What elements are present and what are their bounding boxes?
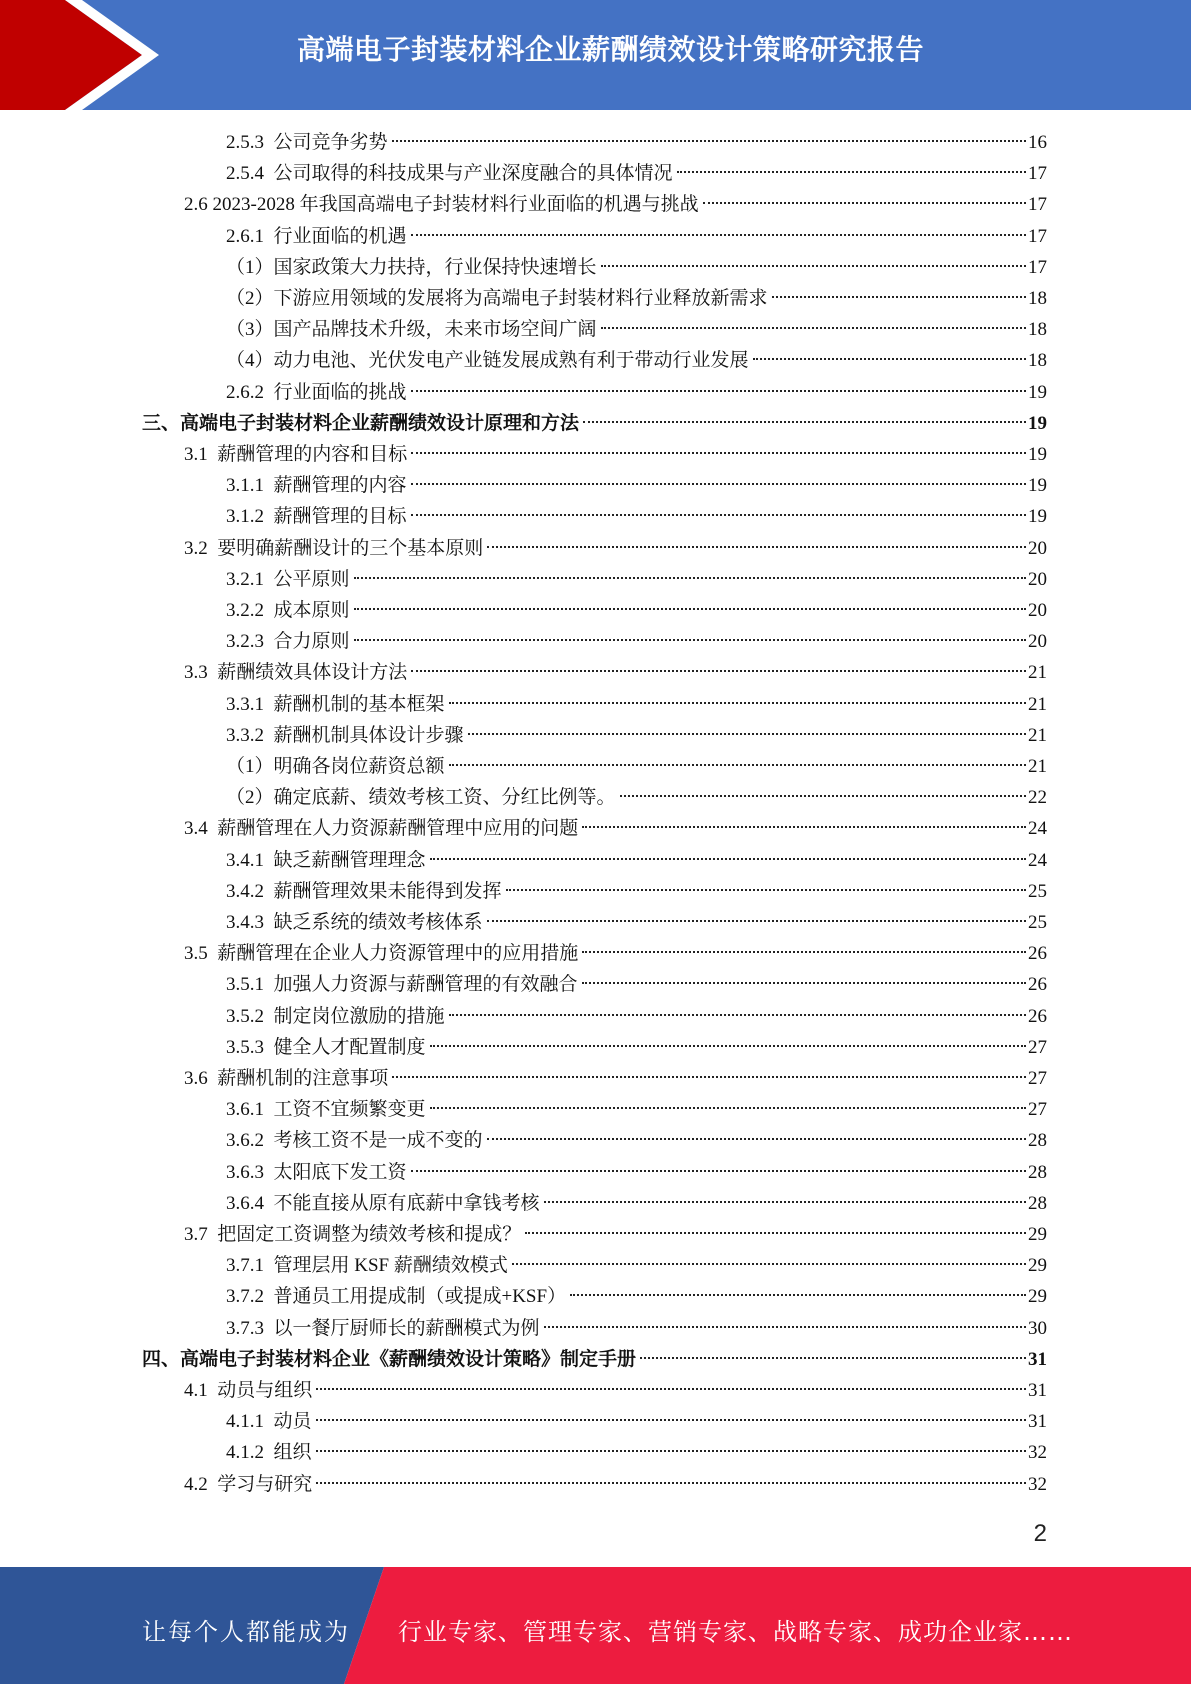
toc-entry-number: 3.7.3 <box>226 1317 274 1339</box>
toc-dot-leader <box>525 1232 1026 1234</box>
toc-entry[interactable] <box>226 721 1047 751</box>
toc-entry-title: 考核工资不是一成不变的 <box>273 1130 483 1152</box>
toc-entry-title: 组织 <box>273 1442 312 1464</box>
toc-entry-title: 薪酬管理在人力资源薪酬管理中应用的问题 <box>217 818 579 840</box>
toc-entry-number: 3.1 <box>184 444 218 465</box>
toc-entry-title: 明确各岗位薪资总额 <box>273 756 445 777</box>
toc-entry-number: 3.4.1 <box>226 849 274 871</box>
toc-entry-number: （2） <box>226 288 274 309</box>
toc-entry[interactable] <box>226 596 1047 626</box>
toc-entry[interactable] <box>226 1407 1047 1437</box>
toc-dot-leader <box>449 702 1026 704</box>
toc-dot-leader <box>583 421 1026 423</box>
toc-entry-title: 薪酬绩效具体设计方法 <box>217 662 408 684</box>
toc-entry-title: 加强人力资源与薪酬管理的有效融合 <box>273 974 578 996</box>
toc-entry-title: 薪酬机制的基本框架 <box>273 693 445 715</box>
toc-entry-page: 28 <box>1028 1161 1047 1183</box>
toc-entry-number: 3.3.2 <box>226 724 274 746</box>
toc-entry-page: 22 <box>1028 787 1047 809</box>
toc-entry-page: 19 <box>1028 412 1047 434</box>
toc-entry[interactable] <box>142 409 1047 439</box>
toc-dot-leader <box>487 920 1026 922</box>
toc-entry-page: 30 <box>1028 1317 1047 1339</box>
report-title: 高端电子封装材料企业薪酬绩效设计策略研究报告 <box>296 33 924 66</box>
toc-dot-leader <box>544 1201 1026 1203</box>
toc-entry-number: 3.6.1 <box>226 1099 274 1121</box>
toc-entry-page: 20 <box>1028 631 1047 653</box>
toc-entry-title: 制定岗位激励的措施 <box>273 1005 445 1027</box>
toc-entry[interactable] <box>226 1158 1047 1188</box>
toc-entry-page: 19 <box>1028 444 1047 465</box>
toc-dot-leader <box>430 1045 1026 1047</box>
toc-entry-page: 20 <box>1028 600 1047 621</box>
toc-entry-page: 20 <box>1028 568 1047 590</box>
toc-entry-number: 4.2 <box>184 1473 218 1495</box>
toc-entry[interactable] <box>226 315 1047 345</box>
toc-dot-leader <box>411 390 1026 392</box>
toc-entry-title: 动员与组织 <box>217 1380 313 1401</box>
toc-entry-title: 下游应用领域的发展将为高端电子封装材料行业释放新需求 <box>273 288 768 309</box>
page-header <box>0 0 1191 110</box>
toc-entry-page: 18 <box>1028 319 1047 341</box>
toc-dot-leader <box>677 171 1026 173</box>
toc-entry-page: 21 <box>1028 724 1047 746</box>
toc-entry[interactable] <box>226 378 1047 408</box>
toc-entry-title: 薪酬管理的目标 <box>273 506 407 528</box>
toc-entry-title: 学习与研究 <box>217 1473 313 1495</box>
toc-entry-title: 2023-2028 年我国高端电子封装材料行业面临的机遇与挑战 <box>212 194 699 216</box>
toc-dot-leader <box>449 1014 1026 1016</box>
toc-entry-number: 4.1.2 <box>226 1442 274 1464</box>
toc-dot-leader <box>506 889 1026 891</box>
toc-entry-number: 3.2.1 <box>226 568 274 590</box>
toc-entry[interactable] <box>184 814 1047 844</box>
toc-dot-leader <box>582 951 1026 953</box>
toc-entry-title: 行业面临的挑战 <box>273 381 407 403</box>
toc-entry-page: 25 <box>1028 880 1047 902</box>
toc-entry-title: 国家政策大力扶持，行业保持快速增长 <box>273 256 597 278</box>
toc-dot-leader <box>544 1326 1026 1328</box>
toc-entry-title: 太阳底下发工资 <box>273 1161 407 1183</box>
toc-entry-title: 把固定工资调整为绩效考核和提成？ <box>217 1224 522 1245</box>
toc-entry-number: 3.7.2 <box>226 1286 274 1308</box>
toc-entry-number: 四、 <box>142 1348 181 1370</box>
toc-entry[interactable] <box>226 284 1047 314</box>
toc-entry-number: 3.2 <box>184 537 218 559</box>
toc-entry-title: 缺乏系统的绩效考核体系 <box>273 912 483 933</box>
toc-entry-number: 3.2.3 <box>226 631 274 653</box>
toc-dot-leader <box>640 1357 1026 1359</box>
toc-entry-page: 27 <box>1028 1036 1047 1058</box>
toc-entry-title: 薪酬管理的内容和目标 <box>217 444 408 465</box>
toc-entry-page: 16 <box>1028 132 1047 153</box>
toc-entry-number: 3.4 <box>184 818 218 840</box>
toc-dot-leader <box>430 1107 1026 1109</box>
toc-entry-page: 27 <box>1028 1068 1047 1089</box>
toc-entry[interactable] <box>226 128 1047 158</box>
toc-entry[interactable] <box>226 690 1047 720</box>
toc-dot-leader <box>354 577 1026 579</box>
toc-dot-leader <box>411 483 1026 485</box>
toc-entry[interactable] <box>184 1220 1047 1250</box>
toc-entry-number: 3.1.1 <box>226 475 274 497</box>
toc-entry-number: 3.1.2 <box>226 506 274 528</box>
toc-dot-leader <box>392 140 1026 142</box>
toc-entry-title: 动力电池、光伏发电产业链发展成熟有利于带动行业发展 <box>273 350 749 372</box>
toc-entry-title: 公司取得的科技成果与产业深度融合的具体情况 <box>273 163 673 185</box>
toc-entry-page: 18 <box>1028 288 1047 309</box>
toc-entry-title: 行业面临的机遇 <box>273 225 407 247</box>
toc-entry-title: 薪酬机制的注意事项 <box>217 1068 389 1089</box>
toc-entry-number: 3.7 <box>184 1224 218 1245</box>
page-number: 2 <box>1033 1520 1047 1547</box>
toc-entry-number: 3.5.3 <box>226 1036 274 1058</box>
toc-entry-page: 24 <box>1028 849 1047 871</box>
toc-entry-page: 26 <box>1028 1005 1047 1027</box>
toc-entry-title: 薪酬机制具体设计步骤 <box>273 724 464 746</box>
toc-dot-leader <box>753 358 1026 360</box>
toc-entry-title: 薪酬管理效果未能得到发挥 <box>273 880 502 902</box>
toc-entry-number: 3.5.1 <box>226 974 274 996</box>
toc-entry-number: 3.2.2 <box>226 600 274 621</box>
toc-entry-page: 21 <box>1028 756 1047 777</box>
toc-dot-leader <box>582 982 1026 984</box>
toc-entry-page: 27 <box>1028 1099 1047 1121</box>
toc-entry[interactable] <box>226 1189 1047 1219</box>
toc-entry[interactable] <box>226 783 1047 813</box>
toc-entry-page: 29 <box>1028 1224 1047 1245</box>
toc-entry-number: 2.6 <box>184 194 213 216</box>
toc-entry-number: （1） <box>226 756 274 777</box>
toc-entry[interactable] <box>226 1126 1047 1156</box>
toc-entry[interactable] <box>226 1282 1047 1312</box>
toc-dot-leader <box>620 795 1026 797</box>
toc-entry-title: 缺乏薪酬管理理念 <box>273 849 426 871</box>
toc-entry-page: 17 <box>1028 225 1047 247</box>
toc-dot-leader <box>772 296 1026 298</box>
toc-dot-leader <box>570 1294 1026 1296</box>
toc-entry-page: 29 <box>1028 1255 1047 1277</box>
toc-entry[interactable] <box>226 908 1047 938</box>
toc-entry-title: 薪酬管理在企业人力资源管理中的应用措施 <box>217 943 579 965</box>
toc-entry[interactable] <box>184 190 1047 220</box>
toc-entry[interactable] <box>184 658 1047 688</box>
toc-entry-number: 3.6 <box>184 1068 218 1089</box>
toc-entry-title: 公平原则 <box>273 568 350 590</box>
toc-entry-number: 3.4.3 <box>226 912 274 933</box>
toc-entry[interactable] <box>226 752 1047 782</box>
toc-dot-leader <box>601 327 1026 329</box>
toc-dot-leader <box>411 1170 1026 1172</box>
toc-dot-leader <box>354 608 1026 610</box>
toc-entry-page: 21 <box>1028 693 1047 715</box>
toc-entry-number: 3.6.2 <box>226 1130 274 1152</box>
toc-dot-leader <box>411 670 1026 672</box>
toc-entry[interactable] <box>184 1376 1047 1406</box>
toc-entry-page: 17 <box>1028 194 1047 216</box>
toc-entry-title: 动员 <box>273 1411 312 1433</box>
toc-entry[interactable] <box>226 346 1047 376</box>
toc-entry-page: 26 <box>1028 974 1047 996</box>
toc-entry[interactable] <box>226 1095 1047 1125</box>
toc-dot-leader <box>316 1450 1026 1452</box>
toc-entry-number: 3.6.3 <box>226 1161 274 1183</box>
toc-dot-leader <box>512 1263 1026 1265</box>
toc-entry[interactable] <box>226 970 1047 1000</box>
toc-entry-title: 高端电子封装材料企业薪酬绩效设计原理和方法 <box>180 412 580 434</box>
toc-entry-number: 3.6.4 <box>226 1192 274 1214</box>
toc-entry-page: 31 <box>1028 1411 1047 1433</box>
toc-entry-title: 健全人才配置制度 <box>273 1036 426 1058</box>
toc-dot-leader <box>411 234 1026 236</box>
toc-entry-number: 2.6.2 <box>226 381 274 403</box>
toc-entry[interactable] <box>226 627 1047 657</box>
footer-slogan-left: 让每个人都能成为 <box>142 1618 350 1646</box>
toc-entry-page: 26 <box>1028 943 1047 965</box>
toc-entry-number: 3.5.2 <box>226 1005 274 1027</box>
toc-entry[interactable] <box>226 253 1047 283</box>
toc-entry-page: 18 <box>1028 350 1047 372</box>
toc-entry-number: 3.3.1 <box>226 693 274 715</box>
toc-entry-page: 29 <box>1028 1286 1047 1308</box>
toc-dot-leader <box>354 639 1026 641</box>
toc-entry-number: 2.6.1 <box>226 225 274 247</box>
toc-entry-number: （3） <box>226 319 274 341</box>
toc-entry-page: 31 <box>1028 1348 1047 1370</box>
toc-entry-title: 工资不宜频繁变更 <box>273 1099 426 1121</box>
toc-entry[interactable] <box>226 846 1047 876</box>
toc-dot-leader <box>582 826 1026 828</box>
toc-entry-title: 管理层用 KSF 薪酬绩效模式 <box>273 1255 508 1277</box>
toc-dot-leader <box>411 452 1026 454</box>
toc-entry-number: 2.5.3 <box>226 132 274 153</box>
toc-entry[interactable] <box>184 1470 1047 1500</box>
toc-entry[interactable] <box>226 1438 1047 1468</box>
toc-entry-page: 32 <box>1028 1473 1047 1495</box>
toc-dot-leader <box>316 1388 1026 1390</box>
toc-entry[interactable] <box>226 1033 1047 1063</box>
toc-entry-number: （2） <box>226 787 274 809</box>
footer-slogan-right: 行业专家、管理专家、营销专家、战略专家、成功企业家…… <box>398 1618 1073 1646</box>
toc-entry-page: 28 <box>1028 1130 1047 1152</box>
toc-entry-title: 普通员工用提成制（或提成+KSF） <box>273 1286 567 1308</box>
toc-entry[interactable] <box>226 1251 1047 1281</box>
toc-entry-title: 以一餐厅厨师长的薪酬模式为例 <box>273 1317 540 1339</box>
toc-entry[interactable] <box>226 502 1047 532</box>
toc-entry-number: 3.3 <box>184 662 218 684</box>
toc-entry[interactable] <box>184 1064 1047 1094</box>
toc-entry-title: 确定底薪、绩效考核工资、分红比例等。 <box>273 787 616 809</box>
toc-entry-page: 21 <box>1028 662 1047 684</box>
toc-entry[interactable] <box>226 565 1047 595</box>
toc-entry[interactable] <box>184 534 1047 564</box>
toc-dot-leader <box>487 1138 1026 1140</box>
toc-entry[interactable] <box>142 1345 1047 1375</box>
toc-dot-leader <box>411 514 1026 516</box>
toc-dot-leader <box>316 1482 1026 1484</box>
toc-entry-number: 4.1.1 <box>226 1411 274 1433</box>
toc-dot-leader <box>468 733 1026 735</box>
toc-entry-page: 19 <box>1028 381 1047 403</box>
toc-dot-leader <box>703 202 1026 204</box>
toc-dot-leader <box>430 858 1026 860</box>
toc-entry-page: 17 <box>1028 256 1047 278</box>
toc-entry-page: 28 <box>1028 1192 1047 1214</box>
toc-entry[interactable] <box>226 877 1047 907</box>
toc-entry-number: （4） <box>226 350 274 372</box>
toc-entry-number: 3.7.1 <box>226 1255 274 1277</box>
toc-entry-title: 要明确薪酬设计的三个基本原则 <box>217 537 484 559</box>
toc-entry-number: 3.4.2 <box>226 880 274 902</box>
toc-entry-page: 17 <box>1028 163 1047 185</box>
toc-dot-leader <box>449 764 1026 766</box>
toc-entry-number: 4.1 <box>184 1380 218 1401</box>
toc-entry-title: 合力原则 <box>273 631 350 653</box>
toc-entry-title: 国产品牌技术升级，未来市场空间广阔 <box>273 319 597 341</box>
toc-entry[interactable] <box>226 1002 1047 1032</box>
toc-dot-leader <box>601 265 1026 267</box>
toc-entry-title: 公司竞争劣势 <box>273 132 388 153</box>
toc-entry-page: 19 <box>1028 506 1047 528</box>
toc-entry-title: 薪酬管理的内容 <box>273 475 407 497</box>
toc-entry[interactable] <box>184 939 1047 969</box>
toc-entry-title: 成本原则 <box>273 600 350 621</box>
toc-entry[interactable] <box>226 1314 1047 1344</box>
toc-entry[interactable] <box>226 222 1047 252</box>
toc-entry-page: 20 <box>1028 537 1047 559</box>
toc-entry-page: 31 <box>1028 1380 1047 1401</box>
toc-dot-leader <box>392 1076 1026 1078</box>
toc-dot-leader <box>316 1419 1026 1421</box>
toc-entry[interactable] <box>226 471 1047 501</box>
toc-entry-number: 2.5.4 <box>226 163 274 185</box>
toc-dot-leader <box>487 546 1026 548</box>
toc-entry-page: 24 <box>1028 818 1047 840</box>
toc-entry-title: 高端电子封装材料企业《薪酬绩效设计策略》制定手册 <box>180 1348 637 1370</box>
toc-entry-page: 25 <box>1028 912 1047 933</box>
toc-entry-number: 三、 <box>142 412 181 434</box>
toc-entry[interactable] <box>226 159 1047 189</box>
toc-entry-title: 不能直接从原有底薪中拿钱考核 <box>273 1192 540 1214</box>
toc-entry-page: 19 <box>1028 475 1047 497</box>
toc-entry-number: （1） <box>226 256 274 278</box>
toc-entry-number: 3.5 <box>184 943 218 965</box>
toc-entry[interactable] <box>184 440 1047 470</box>
toc-entry-page: 32 <box>1028 1442 1047 1464</box>
